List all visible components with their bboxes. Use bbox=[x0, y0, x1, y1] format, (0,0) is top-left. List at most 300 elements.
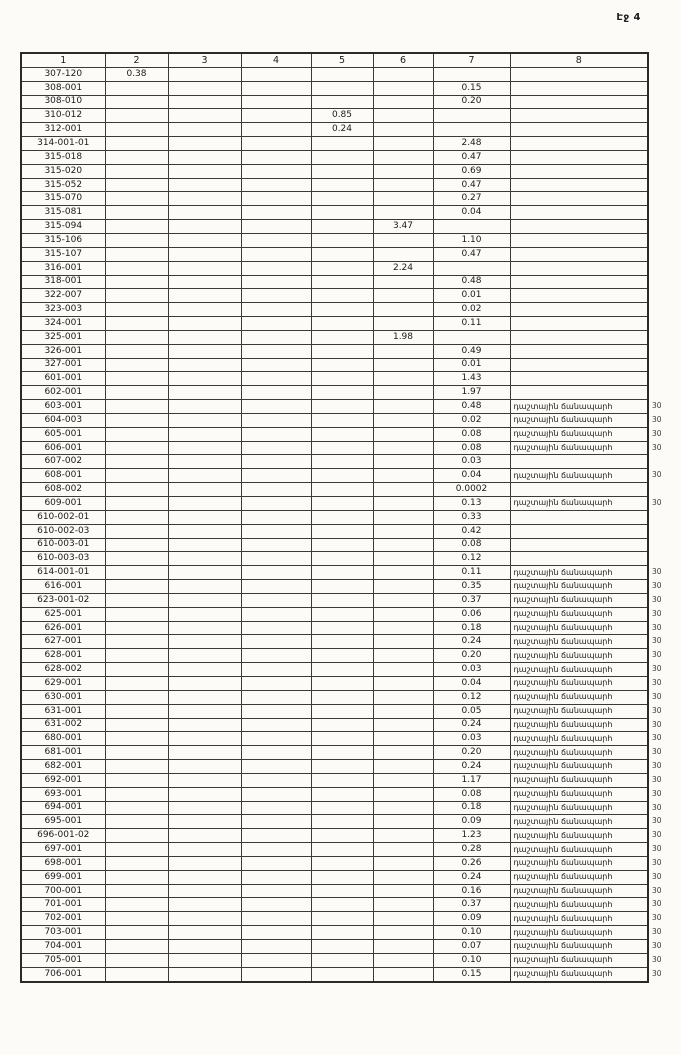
table-cell bbox=[168, 815, 241, 829]
table-cell bbox=[311, 940, 373, 954]
table-cell bbox=[373, 607, 433, 621]
table-cell bbox=[105, 220, 168, 234]
table-cell bbox=[311, 898, 373, 912]
table-cell bbox=[241, 95, 311, 109]
table-cell bbox=[373, 538, 433, 552]
table-cell bbox=[168, 870, 241, 884]
table-cell bbox=[105, 898, 168, 912]
table-cell: 315-107 bbox=[21, 247, 105, 261]
table-row bbox=[21, 732, 648, 746]
table-cell: դաշտային ճանապարհ 30 bbox=[510, 441, 648, 455]
table-cell: 625-001 bbox=[21, 607, 105, 621]
table-cell bbox=[373, 247, 433, 261]
table-cell: 702-001 bbox=[21, 912, 105, 926]
table-cell bbox=[105, 497, 168, 511]
table-cell bbox=[241, 760, 311, 774]
margin-note: 30 bbox=[652, 622, 662, 632]
margin-note: 30 bbox=[652, 677, 662, 687]
table-cell bbox=[311, 884, 373, 898]
table-cell bbox=[168, 123, 241, 137]
table-cell bbox=[105, 940, 168, 954]
table-cell: 0.24 bbox=[433, 760, 510, 774]
table-cell bbox=[105, 829, 168, 843]
table-cell bbox=[241, 843, 311, 857]
table-cell: 627-001 bbox=[21, 635, 105, 649]
table-cell: 315-020 bbox=[21, 164, 105, 178]
parcel-table bbox=[20, 52, 662, 983]
table-cell bbox=[510, 455, 648, 469]
table-cell: 308-010 bbox=[21, 95, 105, 109]
table-cell bbox=[168, 95, 241, 109]
table-cell bbox=[510, 510, 648, 524]
table-cell bbox=[241, 940, 311, 954]
table-cell: 1.10 bbox=[433, 233, 510, 247]
table-cell: 610-003-03 bbox=[21, 552, 105, 566]
table-cell bbox=[510, 150, 648, 164]
table-cell bbox=[433, 67, 510, 81]
table-cell bbox=[311, 870, 373, 884]
table-cell bbox=[373, 510, 433, 524]
table-row bbox=[21, 593, 648, 607]
table-cell bbox=[105, 192, 168, 206]
table-cell bbox=[311, 275, 373, 289]
table-cell bbox=[105, 884, 168, 898]
margin-note: 30 bbox=[652, 705, 662, 715]
table-row bbox=[21, 773, 648, 787]
table-cell bbox=[105, 773, 168, 787]
table-cell bbox=[168, 676, 241, 690]
table-cell: դաշտային ճանապարհ 30 bbox=[510, 912, 648, 926]
table-cell bbox=[311, 635, 373, 649]
table-row bbox=[21, 912, 648, 926]
table-cell bbox=[168, 732, 241, 746]
table-row bbox=[21, 95, 648, 109]
table-cell: դաշտային ճանապարհ 30 bbox=[510, 690, 648, 704]
margin-note: 30 bbox=[652, 927, 662, 937]
table-cell bbox=[105, 372, 168, 386]
table-cell: դաշտային ճանապարհ 30 bbox=[510, 607, 648, 621]
table-cell bbox=[510, 372, 648, 386]
table-cell: դաշտային ճանապարհ 30 bbox=[510, 746, 648, 760]
table-cell: դաշտային ճանապարհ 30 bbox=[510, 580, 648, 594]
table-cell: 0.24 bbox=[433, 635, 510, 649]
table-cell bbox=[105, 787, 168, 801]
table-cell bbox=[241, 192, 311, 206]
table-cell: 0.12 bbox=[433, 690, 510, 704]
table-cell bbox=[373, 233, 433, 247]
table-cell bbox=[373, 427, 433, 441]
table-row bbox=[21, 137, 648, 151]
table-cell bbox=[510, 386, 648, 400]
table-cell: 0.26 bbox=[433, 856, 510, 870]
table-row bbox=[21, 261, 648, 275]
margin-note: 30 bbox=[652, 913, 662, 923]
table-cell bbox=[311, 192, 373, 206]
table-cell: 606-001 bbox=[21, 441, 105, 455]
table-cell: 0.18 bbox=[433, 621, 510, 635]
table-cell bbox=[168, 261, 241, 275]
table-cell bbox=[241, 289, 311, 303]
table-cell bbox=[241, 67, 311, 81]
table-cell: դաշտային ճանապարհ 30 bbox=[510, 566, 648, 580]
table-cell: 315-052 bbox=[21, 178, 105, 192]
table-row bbox=[21, 870, 648, 884]
table-cell bbox=[241, 109, 311, 123]
table-cell: 692-001 bbox=[21, 773, 105, 787]
table-cell: 0.07 bbox=[433, 940, 510, 954]
table-cell: 314-001-01 bbox=[21, 137, 105, 151]
table-cell bbox=[311, 760, 373, 774]
table-cell: 1.43 bbox=[433, 372, 510, 386]
table-cell: 0.09 bbox=[433, 912, 510, 926]
table-cell bbox=[168, 510, 241, 524]
table-row bbox=[21, 469, 648, 483]
table-cell bbox=[168, 109, 241, 123]
table-cell: 630-001 bbox=[21, 690, 105, 704]
table-cell bbox=[311, 912, 373, 926]
table-cell bbox=[373, 787, 433, 801]
table-cell bbox=[241, 621, 311, 635]
table-cell bbox=[105, 607, 168, 621]
table-cell bbox=[168, 330, 241, 344]
table-cell bbox=[168, 580, 241, 594]
table-cell bbox=[168, 344, 241, 358]
table-cell: 0.38 bbox=[105, 67, 168, 81]
table-cell bbox=[373, 566, 433, 580]
table-cell: 610-002-01 bbox=[21, 510, 105, 524]
table-cell: 0.13 bbox=[433, 497, 510, 511]
table-cell bbox=[105, 552, 168, 566]
table-cell bbox=[168, 455, 241, 469]
table-row bbox=[21, 303, 648, 317]
table-cell bbox=[311, 206, 373, 220]
table-cell: 308-001 bbox=[21, 81, 105, 95]
table-cell bbox=[373, 953, 433, 967]
table-cell bbox=[510, 483, 648, 497]
table-cell: 323-003 bbox=[21, 303, 105, 317]
table-cell bbox=[105, 704, 168, 718]
table-row bbox=[21, 510, 648, 524]
table-cell: 604-003 bbox=[21, 413, 105, 427]
table-cell bbox=[373, 704, 433, 718]
table-cell bbox=[168, 81, 241, 95]
table-cell bbox=[433, 109, 510, 123]
table-cell bbox=[105, 206, 168, 220]
table-cell: 0.28 bbox=[433, 843, 510, 857]
table-cell bbox=[168, 150, 241, 164]
table-cell bbox=[168, 926, 241, 940]
table-cell: 703-001 bbox=[21, 926, 105, 940]
table-cell bbox=[168, 912, 241, 926]
table-cell bbox=[241, 870, 311, 884]
table-cell bbox=[241, 856, 311, 870]
table-cell bbox=[241, 538, 311, 552]
table-cell: 0.10 bbox=[433, 926, 510, 940]
table-cell bbox=[311, 538, 373, 552]
table-cell bbox=[373, 81, 433, 95]
table-cell: 0.08 bbox=[433, 538, 510, 552]
table-cell bbox=[373, 829, 433, 843]
table-row bbox=[21, 497, 648, 511]
table-row bbox=[21, 192, 648, 206]
table-cell: 0.20 bbox=[433, 649, 510, 663]
table-cell: 0.15 bbox=[433, 81, 510, 95]
table-row bbox=[21, 967, 648, 981]
table-cell: 0.01 bbox=[433, 289, 510, 303]
table-cell bbox=[105, 400, 168, 414]
table-row bbox=[21, 206, 648, 220]
table-cell bbox=[105, 912, 168, 926]
table-row bbox=[21, 926, 648, 940]
table-row bbox=[21, 358, 648, 372]
table-cell bbox=[373, 663, 433, 677]
table-cell bbox=[105, 233, 168, 247]
table-cell bbox=[105, 344, 168, 358]
table-cell: 1.97 bbox=[433, 386, 510, 400]
table-cell: 0.37 bbox=[433, 593, 510, 607]
table-row bbox=[21, 233, 648, 247]
table-cell bbox=[510, 206, 648, 220]
table-cell: դաշտային ճանապարհ 30 bbox=[510, 760, 648, 774]
table-cell: 325-001 bbox=[21, 330, 105, 344]
table-row bbox=[21, 856, 648, 870]
table-cell bbox=[311, 704, 373, 718]
table-cell bbox=[373, 967, 433, 981]
table-cell bbox=[168, 137, 241, 151]
table-cell bbox=[105, 870, 168, 884]
table-row bbox=[21, 81, 648, 95]
table-cell bbox=[311, 815, 373, 829]
table-cell bbox=[241, 247, 311, 261]
table-cell bbox=[311, 732, 373, 746]
table-cell bbox=[241, 787, 311, 801]
table-cell: դաշտային ճանապարհ 30 bbox=[510, 967, 648, 981]
table-cell: 0.12 bbox=[433, 552, 510, 566]
table-cell bbox=[311, 441, 373, 455]
column-header: 7 bbox=[433, 53, 510, 67]
table-cell: դաշտային ճանապարհ 30 bbox=[510, 593, 648, 607]
table-cell bbox=[311, 676, 373, 690]
table-cell: 0.47 bbox=[433, 178, 510, 192]
table-cell bbox=[105, 649, 168, 663]
table-cell bbox=[105, 953, 168, 967]
table-cell bbox=[241, 552, 311, 566]
table-cell bbox=[311, 427, 373, 441]
table-cell bbox=[241, 663, 311, 677]
table-cell bbox=[241, 233, 311, 247]
table-cell bbox=[373, 150, 433, 164]
table-cell bbox=[510, 289, 648, 303]
table-cell: 0.08 bbox=[433, 787, 510, 801]
table-cell: 315-018 bbox=[21, 150, 105, 164]
table-cell: դաշտային ճանապարհ 30 bbox=[510, 815, 648, 829]
table-cell bbox=[105, 621, 168, 635]
table-cell: դաշտային ճանապարհ 30 bbox=[510, 773, 648, 787]
table-cell: 315-081 bbox=[21, 206, 105, 220]
table-row bbox=[21, 635, 648, 649]
table-cell: 310-012 bbox=[21, 109, 105, 123]
margin-note: 30 bbox=[652, 650, 662, 660]
table-cell bbox=[510, 524, 648, 538]
table-cell: 0.03 bbox=[433, 663, 510, 677]
table-cell bbox=[373, 898, 433, 912]
table-cell bbox=[311, 164, 373, 178]
table-cell: 608-001 bbox=[21, 469, 105, 483]
table-cell bbox=[105, 538, 168, 552]
margin-note: 30 bbox=[652, 941, 662, 950]
table-cell bbox=[510, 538, 648, 552]
table-cell: 694-001 bbox=[21, 801, 105, 815]
table-cell bbox=[373, 192, 433, 206]
table-cell bbox=[373, 801, 433, 815]
table-cell bbox=[105, 926, 168, 940]
table-cell bbox=[105, 275, 168, 289]
table-cell bbox=[241, 497, 311, 511]
table-cell bbox=[168, 206, 241, 220]
table-row bbox=[21, 220, 648, 234]
table-cell bbox=[105, 261, 168, 275]
table-cell bbox=[373, 926, 433, 940]
table-cell bbox=[168, 400, 241, 414]
table-cell bbox=[373, 206, 433, 220]
table-cell bbox=[373, 940, 433, 954]
table-cell bbox=[105, 469, 168, 483]
table-cell: 0.42 bbox=[433, 524, 510, 538]
table-cell bbox=[373, 137, 433, 151]
table-cell: 0.06 bbox=[433, 607, 510, 621]
table-cell: 0.04 bbox=[433, 206, 510, 220]
table-cell bbox=[311, 926, 373, 940]
table-cell bbox=[168, 358, 241, 372]
table-cell bbox=[241, 483, 311, 497]
table-cell: 0.08 bbox=[433, 441, 510, 455]
table-cell bbox=[168, 413, 241, 427]
table-cell bbox=[373, 524, 433, 538]
margin-note: 30 bbox=[652, 788, 662, 798]
table-cell bbox=[241, 164, 311, 178]
table-row bbox=[21, 455, 648, 469]
table-cell: 0.16 bbox=[433, 884, 510, 898]
table-cell: 628-001 bbox=[21, 649, 105, 663]
table-cell bbox=[373, 815, 433, 829]
table-cell bbox=[373, 884, 433, 898]
table-cell: 0.20 bbox=[433, 746, 510, 760]
table-cell: 680-001 bbox=[21, 732, 105, 746]
table-cell bbox=[311, 953, 373, 967]
table-row bbox=[21, 178, 648, 192]
table-cell: 623-001-02 bbox=[21, 593, 105, 607]
table-cell bbox=[373, 372, 433, 386]
table-cell: 616-001 bbox=[21, 580, 105, 594]
table-cell bbox=[510, 123, 648, 137]
margin-note: 30 bbox=[652, 761, 662, 771]
table-cell bbox=[373, 856, 433, 870]
table-cell bbox=[433, 220, 510, 234]
table-cell bbox=[510, 81, 648, 95]
table-cell bbox=[241, 566, 311, 580]
table-cell bbox=[241, 967, 311, 981]
table-cell bbox=[373, 870, 433, 884]
table-cell bbox=[241, 261, 311, 275]
table-cell bbox=[168, 386, 241, 400]
table-cell bbox=[105, 732, 168, 746]
table-cell: 0.47 bbox=[433, 150, 510, 164]
table-cell: դաշտային ճանապարհ 30 bbox=[510, 497, 648, 511]
table-cell bbox=[311, 372, 373, 386]
table-cell bbox=[241, 773, 311, 787]
table-cell bbox=[105, 746, 168, 760]
table-cell bbox=[105, 303, 168, 317]
table-cell: 602-001 bbox=[21, 386, 105, 400]
table-cell: 610-002-03 bbox=[21, 524, 105, 538]
table-cell: դաշտային ճանապարհ 30 bbox=[510, 400, 648, 414]
table-cell: 608-002 bbox=[21, 483, 105, 497]
margin-note: 30 bbox=[652, 608, 662, 618]
table-cell bbox=[168, 746, 241, 760]
table-cell bbox=[241, 815, 311, 829]
table-cell bbox=[105, 801, 168, 815]
table-cell bbox=[510, 247, 648, 261]
table-cell: 326-001 bbox=[21, 344, 105, 358]
table-cell bbox=[241, 635, 311, 649]
table-row bbox=[21, 483, 648, 497]
table-cell bbox=[105, 358, 168, 372]
table-row bbox=[21, 663, 648, 677]
table-cell bbox=[105, 856, 168, 870]
table-cell bbox=[168, 593, 241, 607]
table-cell bbox=[241, 206, 311, 220]
table-cell bbox=[241, 358, 311, 372]
table-row bbox=[21, 815, 648, 829]
table-cell: 631-001 bbox=[21, 704, 105, 718]
table-cell: 0.49 bbox=[433, 344, 510, 358]
table-row bbox=[21, 801, 648, 815]
table-cell bbox=[311, 690, 373, 704]
table-cell bbox=[168, 843, 241, 857]
table-cell bbox=[168, 289, 241, 303]
table-cell bbox=[311, 607, 373, 621]
table-cell: 0.09 bbox=[433, 815, 510, 829]
margin-note: 30 bbox=[652, 954, 662, 964]
table-row bbox=[21, 427, 648, 441]
table-cell: 0.04 bbox=[433, 469, 510, 483]
table-cell: 0.24 bbox=[433, 870, 510, 884]
table-cell: 0.11 bbox=[433, 317, 510, 331]
column-header: 5 bbox=[311, 53, 373, 67]
table-row bbox=[21, 247, 648, 261]
table-cell bbox=[311, 344, 373, 358]
table-cell: դաշտային ճանապարհ 30 bbox=[510, 427, 648, 441]
table-cell bbox=[168, 497, 241, 511]
table-row bbox=[21, 400, 648, 414]
table-cell: 0.18 bbox=[433, 801, 510, 815]
table-cell bbox=[311, 400, 373, 414]
margin-note: 30 bbox=[652, 802, 662, 812]
table-cell: 0.02 bbox=[433, 303, 510, 317]
table-cell bbox=[241, 953, 311, 967]
table-cell: 0.69 bbox=[433, 164, 510, 178]
table-cell bbox=[105, 510, 168, 524]
table-row bbox=[21, 760, 648, 774]
table-cell: 696-001-02 bbox=[21, 829, 105, 843]
table-cell: 629-001 bbox=[21, 676, 105, 690]
table-cell bbox=[373, 123, 433, 137]
table-row bbox=[21, 953, 648, 967]
table-cell: դաշտային ճանապարհ 30 bbox=[510, 787, 648, 801]
table-cell: 316-001 bbox=[21, 261, 105, 275]
table-cell bbox=[241, 427, 311, 441]
table-cell bbox=[373, 303, 433, 317]
